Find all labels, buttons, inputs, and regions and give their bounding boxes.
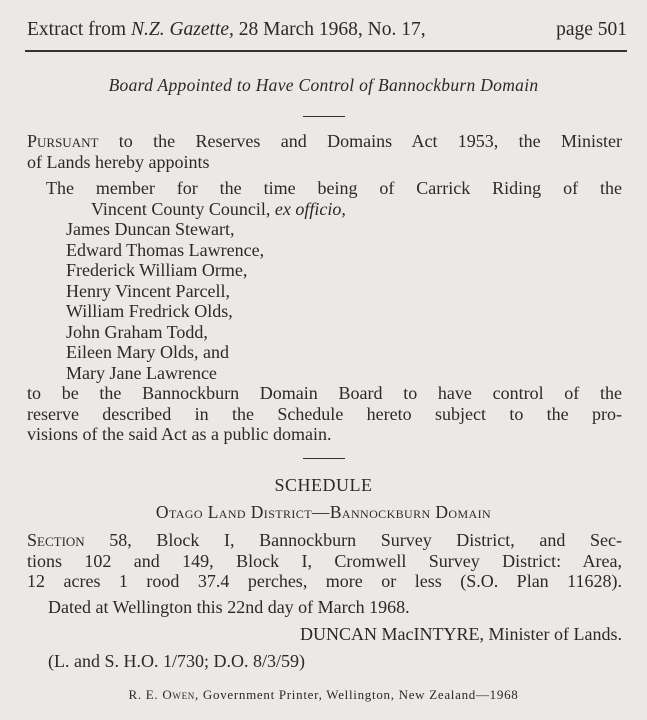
member-line-1: The member for the time being of Carrick Riding of the [46,178,622,198]
appointee: Frederick William Orme, [66,260,248,280]
appointee: Eileen Mary Olds, and [66,342,229,362]
purpose-line-3: visions of the said Act as a public domain. [27,424,332,444]
section-line-3: 12 acres 1 rood 37.4 perches, more or less (S.O. Plan 11628). [27,571,622,591]
intro-line-1-rest: to the Reserves and Domains Act 1953, the Minister [98,131,622,151]
schedule-separator [303,458,345,459]
member-line-2-start: Vincent County Council, [91,199,275,219]
appointee: William Fredrick Olds, [66,301,233,321]
schedule-heading: SCHEDULE [274,475,373,495]
section-line-1 [27,530,622,551]
printer-rest: Government Printer, Wellington, New Zealand—1968 [198,687,519,702]
header-line [27,19,627,41]
title-separator [303,116,345,117]
ex-officio: ex officio, [274,199,346,219]
dated-line: Dated at Wellington this 22nd day of March 1968. [48,597,410,617]
printer-footer [0,687,647,703]
appointee: Edward Thomas Lawrence, [66,240,265,260]
signature-title: Minister of Lands. [484,624,622,644]
intro-lead: Pursuant [27,131,99,151]
printer-name: R. E. Owen, [128,687,199,702]
appointee: James Duncan Stewart, [66,219,235,239]
purpose-line-2: reserve described in the Schedule hereto subject to the pro- [27,404,622,424]
schedule-subheading: Otago Land District—Bannockburn Domain [155,502,492,522]
intro-line-1 [27,131,622,152]
purpose-line-1: to be the Bannockburn Domain Board to have control of the [27,383,622,403]
header-prefix: Extract from [27,19,131,40]
reference-line: (L. and S. H.O. 1/730; D.O. 8/3/59) [48,651,305,671]
notice-title: Board Appointed to Have Control of Bannockburn Domain [108,75,539,95]
header-date-issue: 28 March 1968, No. 17, [233,19,426,40]
section-line-1-rest: 58, Block I, Bannockburn Survey District, and Sec- [84,530,622,550]
signature-name: DUNCAN MacINTYRE, [300,624,485,644]
header-page: page 501 [556,19,627,40]
section-line-2: tions 102 and 149, Block I, Cromwell Survey District: Area, [27,551,622,571]
signature-line [200,624,622,645]
header-rule [25,50,627,52]
appointee: John Graham Todd, [66,322,208,342]
appointee: Henry Vincent Parcell, [66,281,231,301]
member-line-2 [91,199,346,220]
gazette-name: N.Z. Gazette, [130,19,234,40]
section-lead: Section [27,530,85,550]
intro-line-2: of Lands hereby appoints [27,152,210,172]
appointee: Mary Jane Lawrence [66,363,217,383]
